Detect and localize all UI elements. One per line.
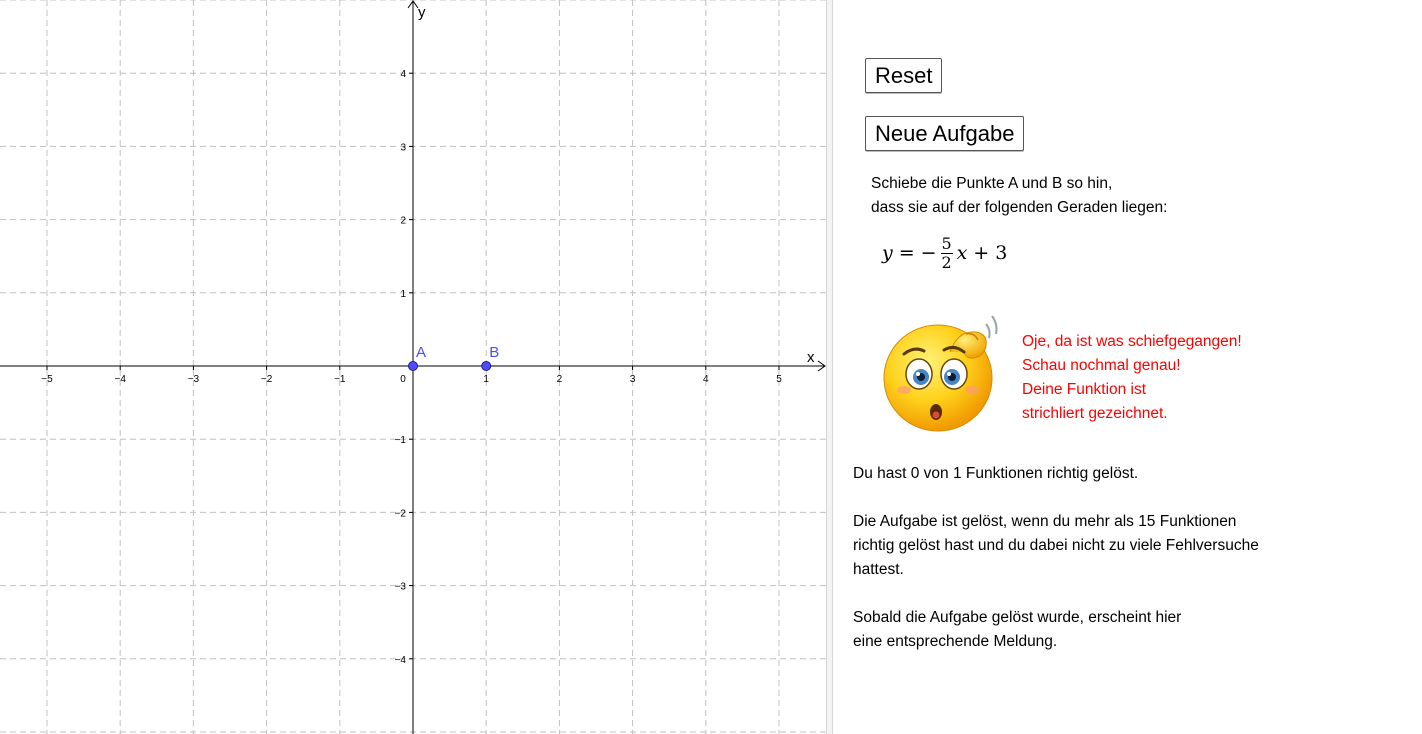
feedback-line-3: Deine Funktion ist	[1022, 381, 1147, 398]
x-tick-label: 5	[776, 374, 782, 385]
y-tick-label: −1	[394, 435, 406, 447]
progress-text: Du hast 0 von 1 Funktionen richtig gelöst.	[853, 465, 1139, 482]
y-tick-label: −2	[394, 508, 406, 520]
formula-fraction	[941, 235, 953, 272]
y-tick-label: 3	[400, 142, 406, 154]
formula-numerator: 5	[941, 233, 952, 253]
x-tick-label: 2	[556, 374, 563, 385]
points-layer	[409, 344, 500, 371]
completion-line-1: Sobald die Aufgabe gelöst wurde, erscheint hier	[853, 609, 1182, 626]
feedback-line-2: Schau nochmal genau!	[1022, 357, 1181, 374]
x-tick-label: −2	[260, 374, 273, 385]
rules-line-3: hattest.	[853, 561, 904, 578]
rules-line-2: richtig gelöst hast und du dabei nicht zu viele Fehlversuche	[853, 537, 1259, 554]
x-tick-label: −1	[334, 374, 346, 385]
instruction-line-1: Schiebe die Punkte A und B so hin,	[871, 175, 1113, 192]
formula-minus: −	[920, 242, 937, 264]
y-tick-label: −4	[394, 654, 406, 666]
formula-equals: =	[898, 242, 915, 264]
instruction-line-2: dass sie auf der folgenden Geraden liegen:	[871, 199, 1168, 216]
point-b[interactable]	[482, 362, 491, 371]
formula-variable: x	[956, 242, 968, 264]
x-axis-label: x	[807, 349, 815, 366]
formula-plus: +	[973, 242, 990, 264]
confused-emoji-icon	[880, 304, 1010, 436]
panel-splitter[interactable]	[826, 0, 833, 734]
rules-line-1: Die Aufgabe ist gelöst, wenn du mehr als 15 Funktionen	[853, 513, 1237, 530]
x-tick-label: −4	[114, 374, 126, 385]
y-axis-label: y	[418, 4, 426, 21]
y-tick-label: 2	[400, 215, 406, 227]
x-tick-label: 3	[629, 374, 636, 385]
point-label-b: B	[489, 344, 500, 361]
feedback-message	[1022, 330, 1242, 426]
completion-note	[853, 606, 1181, 654]
instruction-text	[871, 172, 1167, 220]
x-tick-label: 1	[483, 374, 489, 385]
feedback-line-1: Oje, da ist was schiefgegangen!	[1022, 333, 1242, 350]
feedback-line-4: strichliert gezeichnet.	[1022, 405, 1168, 422]
y-tick-label: −3	[394, 581, 406, 593]
y-tick-label: 1	[400, 288, 406, 300]
x-tick-label: 0	[400, 374, 406, 385]
formula-lhs: y	[882, 242, 893, 264]
target-line-formula	[882, 228, 1007, 278]
point-a[interactable]	[409, 362, 418, 371]
x-tick-label: −5	[41, 374, 53, 385]
point-label-a: A	[416, 344, 427, 361]
reset-button[interactable]: Reset	[865, 58, 942, 93]
formula-denominator: 2	[941, 252, 952, 272]
new-task-button[interactable]: Neue Aufgabe	[865, 116, 1024, 151]
completion-line-2: eine entsprechende Meldung.	[853, 633, 1058, 650]
formula-constant: 3	[995, 242, 1008, 264]
rules-text	[853, 510, 1259, 582]
x-tick-label: −3	[187, 374, 200, 385]
y-tick-label: 4	[400, 69, 406, 81]
x-tick-label: 4	[703, 374, 709, 385]
side-panel	[834, 0, 1422, 734]
